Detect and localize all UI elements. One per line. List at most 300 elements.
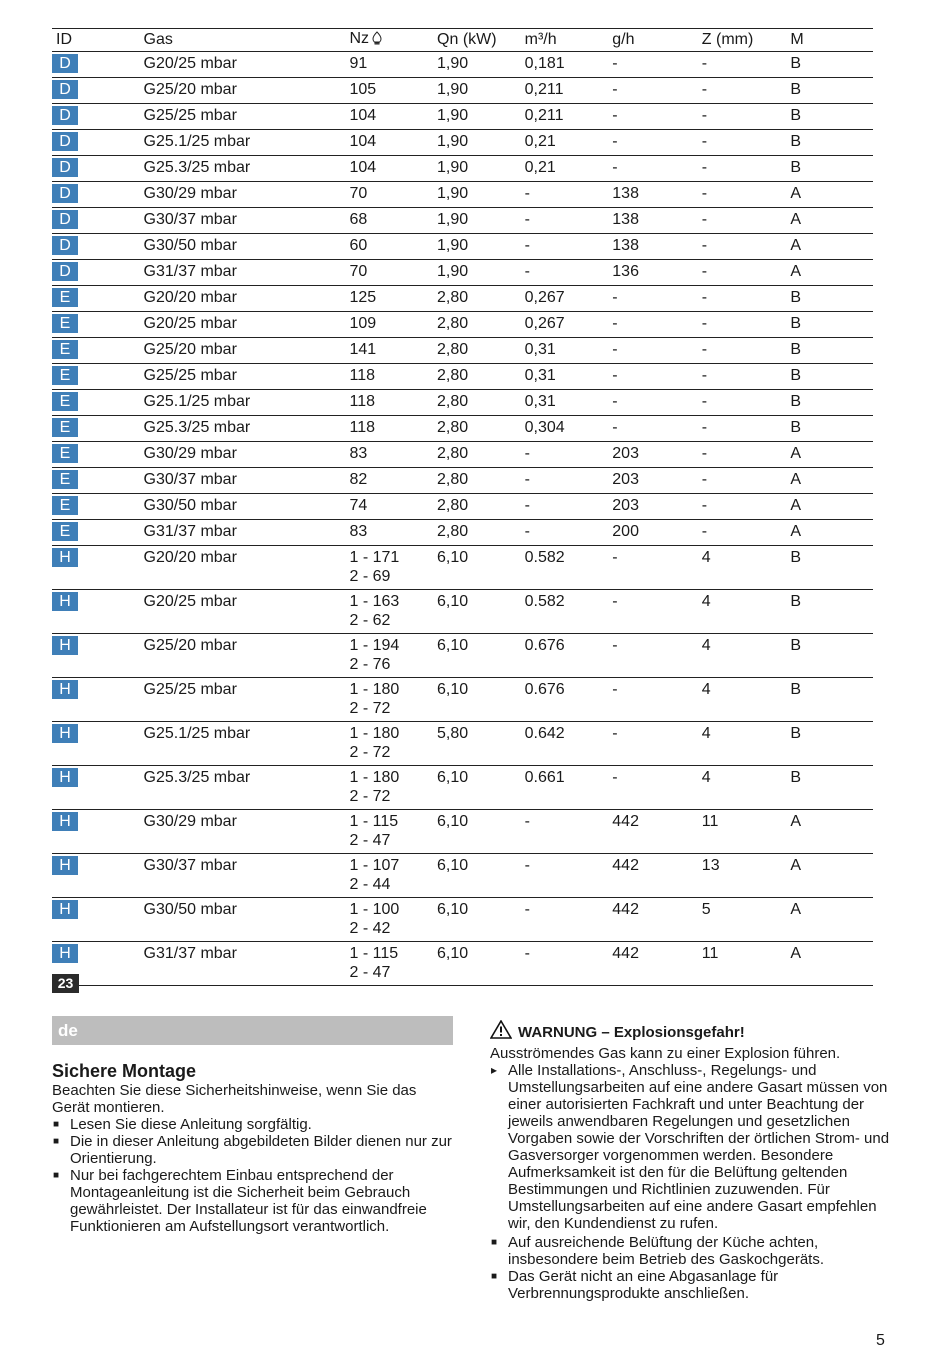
table-cell-gas: G30/37 mbar [144,854,350,898]
table-row [52,260,873,286]
table-cell-m: A [790,260,873,286]
table-cell-gh: - [612,590,702,634]
table-cell-gh: - [612,130,702,156]
warning-heading [490,1020,895,1045]
nz-value: 109 [349,315,377,332]
table-cell-gh: - [612,678,702,722]
table-cell-gas: G25/20 mbar [144,634,350,678]
nz-value: 1 - 180 [349,769,400,786]
table-cell-qn: 1,90 [437,234,525,260]
table-cell-nz [349,312,437,338]
id-badge: E [52,522,78,541]
table-cell-gh: - [612,722,702,766]
table-row [52,722,873,766]
table-cell-m3h: - [525,208,613,234]
id-badge: D [52,54,78,73]
nz-value-secondary: 2 - 69 [349,568,391,585]
table-cell-gh: 442 [612,942,702,986]
table-cell-m3h: - [525,810,613,854]
nz-value-secondary: 2 - 76 [349,656,391,673]
table-cell-m: B [790,416,873,442]
warning-bullet-list [490,1234,895,1302]
table-cell-m: B [790,590,873,634]
table-cell-m: B [790,722,873,766]
table-cell-id [52,546,144,590]
id-badge: E [52,366,78,385]
table-cell-z: 4 [702,634,791,678]
table-cell-gh: - [612,364,702,390]
id-badge: H [52,856,78,875]
table-cell-nz [349,678,437,722]
warning-arrow-list [490,1062,895,1232]
table-row [52,766,873,810]
table-cell-gh: - [612,52,702,78]
table-cell-qn: 6,10 [437,634,525,678]
id-badge: D [52,184,78,203]
table-cell-qn: 6,10 [437,898,525,942]
nz-value: 104 [349,133,377,150]
table-cell-m: A [790,442,873,468]
table-cell-gh: 138 [612,234,702,260]
id-badge: H [52,812,78,831]
table-row [52,52,873,78]
table-cell-m3h: - [525,468,613,494]
table-cell-gas: G25/20 mbar [144,338,350,364]
nz-value: 74 [349,497,368,514]
table-cell-id [52,260,144,286]
table-cell-m3h: 0.582 [525,590,613,634]
table-row [52,338,873,364]
table-cell-z: - [702,156,791,182]
table-row [52,234,873,260]
table-cell-m: B [790,78,873,104]
table-cell-z: - [702,130,791,156]
nz-value: 1 - 100 [349,901,400,918]
table-cell-qn: 6,10 [437,590,525,634]
nz-value: 1 - 171 [349,549,400,566]
id-badge: H [52,636,78,655]
table-cell-id [52,338,144,364]
table-cell-qn: 1,90 [437,182,525,208]
safety-section [52,1060,452,1235]
table-cell-m3h: 0,304 [525,416,613,442]
table-cell-gh: - [612,78,702,104]
warning-title: WARNUNG – Explosionsgefahr! [518,1023,745,1041]
table-cell-m: B [790,104,873,130]
table-cell-m3h: - [525,520,613,546]
header-z: Z (mm) [702,29,791,52]
table-cell-nz [349,52,437,78]
table-cell-m: A [790,182,873,208]
list-item: ■ Die in dieser Anleitung abgebildeten Bilder dienen nur zur Orientierung. [52,1133,452,1167]
id-badge: E [52,418,78,437]
table-cell-nz [349,590,437,634]
table-cell-id [52,182,144,208]
table-cell-nz [349,260,437,286]
id-badge: D [52,210,78,229]
table-cell-gas: G25.1/25 mbar [144,130,350,156]
id-badge: H [52,944,78,963]
table-cell-m3h: - [525,942,613,986]
table-cell-gas: G25.3/25 mbar [144,416,350,442]
table-cell-nz [349,156,437,182]
table-cell-gas: G31/37 mbar [144,520,350,546]
table-cell-nz [349,810,437,854]
gas-data-table [52,28,873,986]
table-row [52,312,873,338]
header-m3h: m³/h [525,29,613,52]
section-title: Sichere Montage [52,1061,197,1081]
figure-number-badge: 23 [52,974,79,993]
header-nz [349,29,437,52]
table-cell-id [52,234,144,260]
nz-value: 141 [349,341,377,358]
table-cell-nz [349,854,437,898]
table-cell-id [52,442,144,468]
table-cell-gas: G25/25 mbar [144,678,350,722]
table-cell-gas: G30/50 mbar [144,234,350,260]
table-cell-m3h: - [525,854,613,898]
table-cell-qn: 2,80 [437,520,525,546]
nz-value-secondary: 2 - 62 [349,612,391,629]
table-cell-z: - [702,208,791,234]
table-cell-z: 4 [702,546,791,590]
table-cell-id [52,104,144,130]
table-cell-gas: G20/25 mbar [144,312,350,338]
table-cell-qn: 2,80 [437,494,525,520]
table-cell-m: B [790,130,873,156]
nz-value: 60 [349,237,368,254]
table-cell-gas: G30/50 mbar [144,898,350,942]
table-cell-qn: 2,80 [437,416,525,442]
table-cell-qn: 6,10 [437,854,525,898]
list-item: ■ Lesen Sie diese Anleitung sorgfältig. [52,1116,452,1133]
table-cell-id [52,78,144,104]
table-row [52,494,873,520]
table-cell-m3h: - [525,260,613,286]
table-cell-z: - [702,390,791,416]
table-cell-qn: 5,80 [437,722,525,766]
table-cell-z: - [702,416,791,442]
table-cell-nz [349,208,437,234]
table-cell-m: A [790,854,873,898]
table-cell-gh: 442 [612,898,702,942]
table-cell-id [52,898,144,942]
table-cell-m3h: 0,21 [525,156,613,182]
table-row [52,78,873,104]
list-item: ■ Das Gerät nicht an eine Abgasanlage für Verbrennungsprodukte anschließen. [490,1268,895,1302]
table-cell-gh: 136 [612,260,702,286]
table-cell-nz [349,234,437,260]
nz-value: 83 [349,445,368,462]
table-cell-m3h: 0,31 [525,390,613,416]
id-badge: E [52,444,78,463]
table-cell-m: B [790,766,873,810]
id-badge: E [52,392,78,411]
table-cell-nz [349,520,437,546]
table-cell-m3h: 0.676 [525,634,613,678]
table-cell-nz [349,286,437,312]
nz-value: 1 - 115 [349,813,399,830]
table-cell-gh: - [612,286,702,312]
nz-value: 91 [349,55,368,72]
id-badge: D [52,132,78,151]
table-cell-qn: 6,10 [437,942,525,986]
table-cell-nz [349,722,437,766]
nz-value: 1 - 163 [349,593,400,610]
table-cell-nz [349,442,437,468]
nz-value-secondary: 2 - 72 [349,700,391,717]
table-cell-gh: - [612,104,702,130]
table-cell-z: 11 [702,942,791,986]
table-cell-m: B [790,364,873,390]
id-badge: E [52,314,78,333]
table-cell-gas: G31/37 mbar [144,942,350,986]
table-row [52,810,873,854]
table-cell-z: - [702,52,791,78]
nz-value: 1 - 115 [349,945,399,962]
table-cell-m3h: 0.642 [525,722,613,766]
table-row [52,156,873,182]
table-cell-gas: G25.1/25 mbar [144,722,350,766]
table-row [52,442,873,468]
table-cell-id [52,130,144,156]
table-cell-id [52,678,144,722]
table-cell-m: A [790,810,873,854]
table-cell-qn: 1,90 [437,156,525,182]
table-cell-z: - [702,442,791,468]
table-cell-id [52,520,144,546]
header-qn: Qn (kW) [437,29,525,52]
table-row [52,130,873,156]
table-cell-z: - [702,286,791,312]
table-cell-m: B [790,286,873,312]
table-cell-z: - [702,312,791,338]
table-cell-nz [349,338,437,364]
table-cell-gas: G31/37 mbar [144,260,350,286]
id-badge: D [52,106,78,125]
table-row [52,208,873,234]
table-cell-gas: G30/50 mbar [144,494,350,520]
table-cell-gh: - [612,634,702,678]
table-cell-qn: 2,80 [437,468,525,494]
id-badge: H [52,768,78,787]
table-cell-gas: G20/25 mbar [144,52,350,78]
table-row [52,854,873,898]
table-cell-qn: 2,80 [437,442,525,468]
table-cell-m3h: 0.676 [525,678,613,722]
table-cell-nz [349,942,437,986]
table-cell-nz [349,104,437,130]
table-cell-qn: 6,10 [437,546,525,590]
table-cell-z: - [702,234,791,260]
header-gas: Gas [144,29,350,52]
table-cell-nz [349,390,437,416]
table-cell-gh: 203 [612,468,702,494]
table-cell-m: A [790,898,873,942]
table-cell-m3h: 0,211 [525,78,613,104]
table-cell-id [52,810,144,854]
table-cell-m: A [790,234,873,260]
warning-section [490,1020,895,1302]
nz-value: 1 - 180 [349,725,400,742]
table-cell-gh: 442 [612,810,702,854]
table-cell-z: 4 [702,722,791,766]
table-cell-m: B [790,338,873,364]
table-cell-z: - [702,104,791,130]
flame-icon [371,31,383,50]
page-number: 5 [876,1332,885,1349]
nz-value-secondary: 2 - 42 [349,920,391,937]
table-cell-id [52,590,144,634]
table-cell-id [52,766,144,810]
table-cell-z: - [702,78,791,104]
table-cell-qn: 1,90 [437,52,525,78]
table-row [52,898,873,942]
table-cell-qn: 1,90 [437,130,525,156]
list-item: ■ Nur bei fachgerechtem Einbau entsprechend der Montageanleitung ist die Sicherheit beim Gebrauch gewährleistet. Der Installateur ist für das einwandfreie Funktionieren am Aufstellungsort verantwortlich. [52,1167,452,1235]
table-cell-nz [349,546,437,590]
table-cell-z: - [702,494,791,520]
table-cell-m3h: 0,31 [525,338,613,364]
header-m: M [790,29,873,52]
nz-value: 70 [349,263,368,280]
table-cell-z: - [702,338,791,364]
table-cell-m3h: 0,211 [525,104,613,130]
warning-text: Ausströmendes Gas kann zu einer Explosion führen. [490,1045,841,1062]
id-badge: E [52,470,78,489]
id-badge: H [52,592,78,611]
table-cell-nz [349,182,437,208]
id-badge: D [52,80,78,99]
table-cell-id [52,634,144,678]
id-badge: E [52,496,78,515]
table-cell-nz [349,416,437,442]
table-cell-qn: 1,90 [437,208,525,234]
nz-value-secondary: 2 - 72 [349,788,391,805]
safety-bullet-list [52,1116,452,1235]
table-cell-m3h: 0.582 [525,546,613,590]
table-header-row [52,29,873,52]
table-cell-nz [349,130,437,156]
table-cell-nz [349,634,437,678]
table-row [52,468,873,494]
table-cell-gas: G30/29 mbar [144,182,350,208]
table-cell-z: 4 [702,590,791,634]
header-nz-label: Nz [349,30,370,47]
table-cell-qn: 1,90 [437,260,525,286]
list-item: ■ Auf ausreichende Belüftung der Küche achten, insbesondere beim Betrieb des Gaskochgeräts. [490,1234,895,1268]
table-cell-gas: G30/37 mbar [144,208,350,234]
nz-value: 70 [349,185,368,202]
table-cell-gh: 442 [612,854,702,898]
table-cell-nz [349,78,437,104]
table-cell-gas: G25/20 mbar [144,78,350,104]
table-cell-m3h: - [525,898,613,942]
table-cell-m3h: 0.661 [525,766,613,810]
table-row [52,286,873,312]
nz-value: 83 [349,523,368,540]
nz-value: 105 [349,81,377,98]
table-cell-m3h: - [525,182,613,208]
table-cell-id [52,208,144,234]
table-cell-id [52,390,144,416]
table-cell-z: 5 [702,898,791,942]
table-cell-id [52,468,144,494]
table-cell-gh: 203 [612,442,702,468]
table-cell-m: B [790,52,873,78]
nz-value-secondary: 2 - 47 [349,832,391,849]
header-gh: g/h [612,29,702,52]
nz-value: 1 - 180 [349,681,400,698]
table-row [52,942,873,986]
table-cell-qn: 2,80 [437,364,525,390]
table-cell-m3h: 0,267 [525,312,613,338]
table-cell-m3h: 0,181 [525,52,613,78]
table-cell-nz [349,468,437,494]
table-cell-gh: 203 [612,494,702,520]
table-cell-m3h: 0,21 [525,130,613,156]
table-cell-m3h: 0,267 [525,286,613,312]
table-cell-gh: 200 [612,520,702,546]
table-cell-nz [349,364,437,390]
id-badge: D [52,262,78,281]
table-cell-gas: G30/29 mbar [144,810,350,854]
table-cell-gh: 138 [612,182,702,208]
table-cell-m: A [790,520,873,546]
table-cell-nz [349,766,437,810]
table-row [52,546,873,590]
nz-value-secondary: 2 - 44 [349,876,391,893]
table-cell-gas: G25.1/25 mbar [144,390,350,416]
id-badge: E [52,340,78,359]
table-cell-z: - [702,468,791,494]
table-cell-m: B [790,156,873,182]
nz-value: 118 [349,419,375,436]
table-cell-id [52,854,144,898]
table-cell-m3h: - [525,234,613,260]
table-cell-z: 13 [702,854,791,898]
table-cell-gh: - [612,766,702,810]
table-cell-m: B [790,678,873,722]
id-badge: H [52,900,78,919]
table-row [52,182,873,208]
table-cell-m: B [790,634,873,678]
header-id: ID [52,29,144,52]
nz-value: 104 [349,107,377,124]
id-badge: H [52,548,78,567]
nz-value: 125 [349,289,377,306]
table-cell-m: B [790,390,873,416]
table-cell-qn: 1,90 [437,78,525,104]
table-cell-id [52,312,144,338]
list-item: ▸ Alle Installations-, Anschluss-, Regelungs- und Umstellungsarbeiten auf eine andere Gasart müssen von einer autorisierten Fachkraft und unter Beachtung der jeweils anwendbaren Regelungen und gesetzlichen Vorgaben sowie der Vorschriften der örtlichen Strom- und Gasversorger vorgenommen werden. Besondere Aufmerksamkeit ist den für die Belüftung geltenden Bestimmungen und Richtlinien zuzuwenden. Für Umstellungsarbeiten auf eine andere Gasart empfehlen wir, den Kundendienst zu rufen. [490,1062,895,1232]
section-intro: Beachten Sie diese Sicherheitshinweise, wenn Sie das Gerät montieren. [52,1082,417,1116]
table-cell-z: 4 [702,766,791,810]
table-row [52,104,873,130]
table-cell-gas: G30/37 mbar [144,468,350,494]
table-cell-m: A [790,468,873,494]
nz-value: 1 - 107 [349,857,400,874]
table-cell-z: - [702,260,791,286]
table-cell-id [52,722,144,766]
table-row [52,678,873,722]
table-cell-gas: G20/20 mbar [144,286,350,312]
table-cell-gh: - [612,156,702,182]
table-cell-id [52,494,144,520]
nz-value: 118 [349,367,375,384]
table-cell-qn: 6,10 [437,678,525,722]
